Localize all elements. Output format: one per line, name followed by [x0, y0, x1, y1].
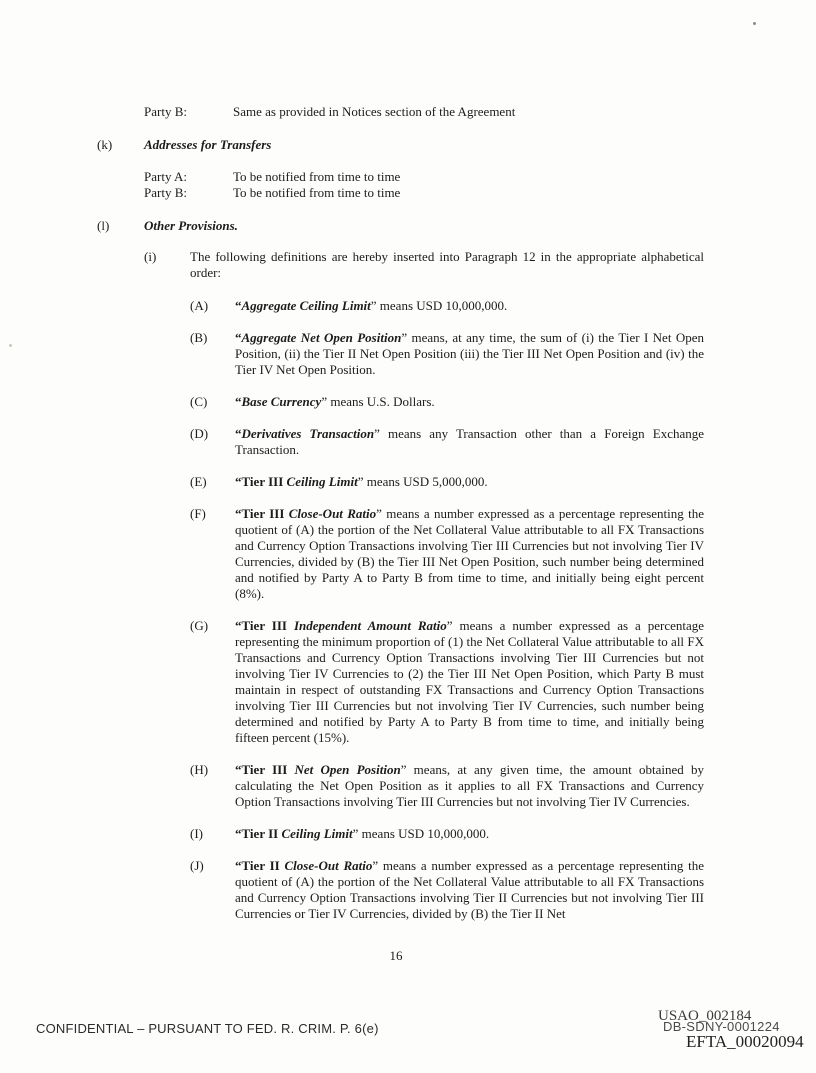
- definition-item: [190, 330, 704, 378]
- definition-term-roman: “Tier II: [235, 826, 282, 841]
- definition-body: ” means any Transaction other than a Foreign Exchange Transaction.: [235, 426, 704, 457]
- definition-text: [235, 506, 704, 602]
- section-k-title: Addresses for Transfers: [144, 137, 272, 152]
- definition-term-italic: Aggregate Ceiling Limit: [241, 298, 371, 313]
- party-b-value: To be notified from time to time: [233, 185, 401, 200]
- definition-item: [190, 506, 704, 602]
- definition-label: (G): [190, 618, 209, 633]
- definition-term-roman: “Tier II: [235, 858, 285, 873]
- definition-term-italic: Close-Out Ratio: [284, 858, 373, 873]
- definition-text: [235, 474, 704, 490]
- definition-term-italic: Ceiling Limit: [286, 474, 358, 489]
- definitions-list: [190, 298, 704, 938]
- item-i-label: (i): [144, 249, 157, 264]
- definition-label: (A): [190, 298, 209, 313]
- party-b-notice-row: [144, 104, 704, 120]
- section-k: [0, 137, 816, 153]
- definition-text: [235, 826, 704, 842]
- definition-term-roman: “: [235, 394, 242, 409]
- definition-term-roman: “: [235, 426, 242, 441]
- definition-item: [190, 394, 704, 410]
- definition-term-italic: Base Currency: [241, 394, 322, 409]
- party-a-label: Party A:: [144, 169, 187, 184]
- definition-term-roman: “: [235, 298, 242, 313]
- item-i-text: The following definitions are hereby inserted into Paragraph 12 in the appropriate alphabetical order:: [190, 249, 704, 280]
- definition-term-roman: “Tier III: [235, 506, 289, 521]
- transfer-row-party-a: [144, 169, 704, 185]
- section-l: [0, 218, 816, 234]
- scan-speck: [753, 22, 756, 25]
- section-l-label: (l): [97, 218, 110, 233]
- definition-item: [190, 474, 704, 490]
- definition-term-roman: “Tier III: [235, 762, 295, 777]
- definition-term-roman: “Tier III: [235, 474, 287, 489]
- definition-term-italic: Derivatives Transaction: [241, 426, 375, 441]
- definition-item: [190, 618, 704, 746]
- section-k-label: (k): [97, 137, 113, 152]
- definition-term-italic: Net Open Position: [294, 762, 401, 777]
- party-b-label: Party B:: [144, 104, 187, 119]
- confidential-footer: CONFIDENTIAL – PURSUANT TO FED. R. CRIM. P. 6(e): [36, 1021, 379, 1036]
- definition-label: (C): [190, 394, 208, 409]
- definition-item: [190, 762, 704, 810]
- transfers-block: [144, 169, 704, 201]
- bates-stamp-usao: USAO_002184: [658, 1008, 752, 1024]
- transfer-row-party-b: [144, 185, 704, 201]
- definition-item: [190, 858, 704, 922]
- definition-term-italic: Ceiling Limit: [281, 826, 353, 841]
- definition-text: [235, 394, 704, 410]
- definition-body: ” means, at any time, the sum of (i) the Tier I Net Open Position, (ii) the Tier II Net Open Position (iii) the Tier III Net Open Position and (iv) the Tier IV Net Open Position.: [235, 330, 704, 377]
- definition-body: ” means USD 5,000,000.: [357, 474, 488, 489]
- definition-item: [190, 298, 704, 314]
- page-number: 16: [389, 948, 403, 963]
- definition-term-roman: “: [235, 330, 242, 345]
- definition-body: ” means U.S. Dollars.: [321, 394, 435, 409]
- bates-stamp-db-sdny: DB-SDNY-0001224: [663, 1019, 780, 1034]
- definition-body: ” means a number expressed as a percentage representing the quotient of (A) the portion of the Net Collateral Value attributable to all FX Transactions and Currency Option Transactions involving Tier III Currencies but not involving Tier IV Currencies, divided by (B) the Tier III Net Open Position, such number being determined and notified by Party A to Party B from time to time, and initially being eight percent (8%).: [235, 506, 705, 601]
- definition-item: [190, 426, 704, 458]
- party-b-label: Party B:: [144, 185, 187, 200]
- definition-label: (I): [190, 826, 203, 841]
- definition-body: ” means a number expressed as a percentage representing the minimum proportion of (1) the Net Collateral Value attributable to all FX Transactions and Currency Option Transactions involving Tier III Currencies but not involving Tier IV Currencies to (2) the Tier III Net Open Position, which Party B must maintain in respect of outstanding FX Transactions and Currency Option Transactions involving Tier III Currencies but not involving Tier IV Currencies, such number being determined and notified by Party A to Party B from time to time, and initially being fifteen percent (15%).: [235, 618, 705, 745]
- definition-term-italic: Aggregate Net Open Position: [241, 330, 402, 345]
- definition-body: ” means USD 10,000,000.: [370, 298, 508, 313]
- scan-speck: [9, 344, 12, 347]
- definition-text: [235, 618, 704, 746]
- definition-label: (J): [190, 858, 204, 873]
- definition-item: [190, 826, 704, 842]
- definition-body: ” means, at any given time, the amount obtained by calculating the Net Open Position as it applies to all FX Transactions and Currency Option Transactions involving Tier III Currencies but not involving Tier IV Currencies.: [235, 762, 705, 809]
- definition-label: (H): [190, 762, 209, 777]
- definition-body: ” means USD 10,000,000.: [352, 826, 490, 841]
- definition-label: (E): [190, 474, 207, 489]
- party-b-value: Same as provided in Notices section of the Agreement: [233, 104, 516, 119]
- definition-text: [235, 762, 704, 810]
- definition-term-italic: Independent Amount Ratio: [293, 618, 447, 633]
- definition-text: [235, 298, 704, 314]
- definition-text: [235, 426, 704, 458]
- definition-label: (D): [190, 426, 209, 441]
- bates-stamp-efta: EFTA_00020094: [686, 1032, 804, 1051]
- section-l-title: Other Provisions.: [144, 218, 238, 233]
- party-a-value: To be notified from time to time: [233, 169, 401, 184]
- definition-label: (B): [190, 330, 208, 345]
- definition-text: [235, 330, 704, 378]
- definition-text: [235, 858, 704, 922]
- definition-term-italic: Close-Out Ratio: [288, 506, 377, 521]
- definition-label: (F): [190, 506, 206, 521]
- definition-body: ” means a number expressed as a percentage representing the quotient of (A) the portion of the Net Collateral Value attributable to all FX Transactions and Currency Option Transactions involving Tier II Currencies but not involving Tier III Currencies or Tier IV Currencies, divided by (B) the Tier II Net: [235, 858, 704, 921]
- definition-term-roman: “Tier III: [235, 618, 294, 633]
